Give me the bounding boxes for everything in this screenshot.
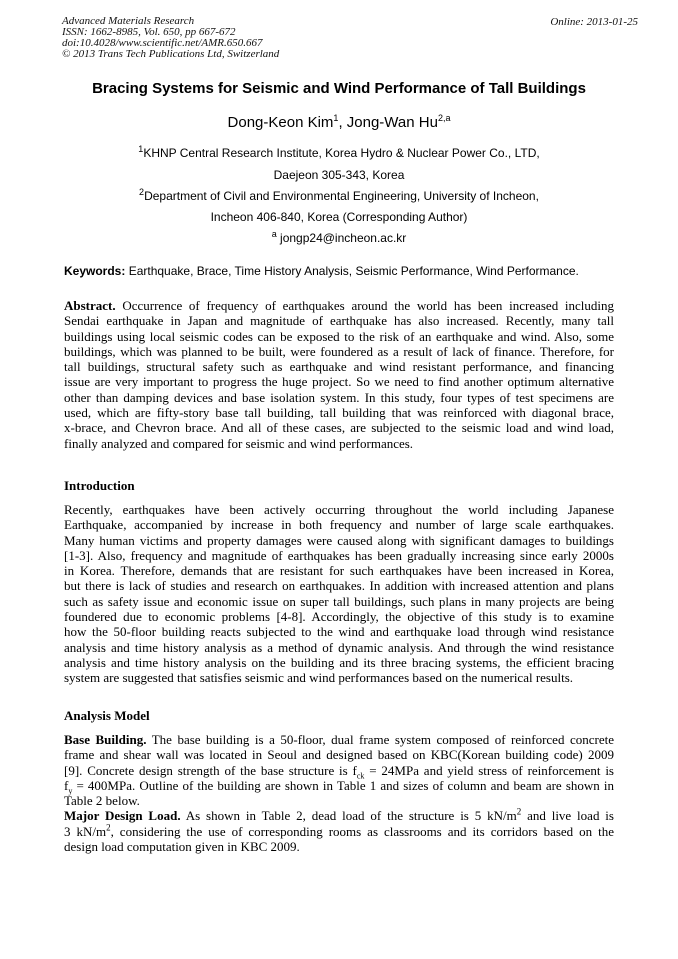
affiliation-text: Department of Civil and Environmental Engineering, University of Incheon, (144, 189, 539, 203)
base-building-label: Base Building. (64, 732, 147, 747)
design-load-text: 3 kN/m (64, 823, 107, 839)
base-building-line: frame and shear wall was located in Seoul and designed based on KBC(Korean building code) 2009 (64, 747, 614, 763)
author-separator: , (338, 114, 347, 131)
base-building-text: [9]. Concrete design strength of the base structure is f (64, 762, 357, 778)
introduction-paragraph (64, 502, 614, 686)
affiliation-2-line-1 (0, 189, 678, 203)
affiliation-2-line-2: Incheon 406-840, Korea (Corresponding Author) (210, 210, 468, 224)
introduction-line: such as safety issue and economic issue on super tall buildings, such plans in many projects are being (64, 593, 614, 609)
design-load-text: , considering the use of corresponding rooms as classrooms and its corridors based on the (110, 823, 614, 839)
author-name: Jong-Wan Hu (346, 114, 438, 131)
introduction-line: but there is lack of studies and research on earthquakes. In addition with increased attention and plans (64, 578, 614, 594)
journal-header (62, 16, 279, 60)
author-name: Dong-Keon Kim (227, 114, 334, 131)
base-building-text: = 24MPa and yield stress of reinforcement is (364, 762, 614, 778)
abstract-line: finally analyzed and compared for seismic and wind performances. (64, 435, 414, 451)
base-building-line: Table 2 below. (64, 793, 140, 809)
affiliation-text: KHNP Central Research Institute, Korea Hydro & Nuclear Power Co., LTD, (143, 146, 540, 160)
abstract-line: x-brace, and Chevron brace. And all of these cases, are subjected to the seismic load and wind load, (64, 420, 614, 436)
introduction-line: Earthquake, accompanied by increase in both frequency and number of large scale earthquakes. (64, 517, 614, 533)
abstract-paragraph (64, 298, 614, 451)
affiliation-1-line-1 (0, 146, 678, 160)
subscript-y: y (68, 786, 73, 796)
author-affiliation-mark: 1 (333, 113, 339, 123)
design-load-text: As shown in Table 2, dead load of the structure is 5 kN/m (180, 808, 517, 824)
abstract-line: used, which are fifty-story base tall building, tall building that was reinforced with diagonal brace, (64, 405, 614, 421)
keywords-label: Keywords: (64, 264, 126, 278)
introduction-line: analysis and time history analysis on the building and its three bracing systems, the efficient bracing (64, 654, 614, 670)
affiliation-mark: 1 (138, 144, 144, 154)
abstract-line: buildings, which was planned to be built, were foundered as a result of lack of finance. Therefore, for (64, 343, 614, 359)
issn-info: ISSN: 1662-8985, Vol. 650, pp 667-672 (62, 26, 236, 38)
superscript-2: 2 (106, 822, 111, 833)
superscript-2: 2 (516, 807, 522, 818)
abstract-line (64, 298, 614, 313)
abstract-line: buildings using local seismic codes can be exposed to the risk of an earthquake and wind. Also, some (64, 328, 614, 344)
affiliation-1-line-2: Daejeon 305-343, Korea (273, 168, 405, 182)
paper-title: Bracing Systems for Seismic and Wind Performance of Tall Buildings (92, 80, 586, 97)
base-building-line (64, 732, 614, 747)
author-affiliation-mark: 2,a (437, 113, 451, 123)
introduction-line: how the 50-floor building reacts subjected to the wind and earthquake load through wind resistance (64, 624, 614, 640)
abstract-line: tall buildings, structural safety such as earthquake and wind resistant performance, and financing (64, 359, 614, 375)
abstract-line: issue are very important to progress the huge project. So we need to find another optimum alternative (64, 374, 614, 390)
abstract-line: other than damping devices and base isolation system. In this study, four types of test specimens are (64, 389, 614, 405)
base-building-text: f (64, 777, 69, 793)
section-heading-analysis-model: Analysis Model (64, 708, 150, 723)
introduction-line: Recently, earthquakes have been actively occurring throughout the world including Japanese (64, 502, 614, 517)
base-building-text: = 400MPa. Outline of the building are shown in Table 1 and sizes of column and beam are shown in (72, 777, 614, 793)
abstract-line: Sendai earthquake in Japan and magnitude of earthquake has also increased. Recently, many tall (64, 313, 614, 329)
introduction-line: foundered due to economic problems [4-8]. Accordingly, the objective of this study is to examine (64, 609, 614, 625)
analysis-model-paragraph (64, 732, 614, 854)
online-date: Online: 2013-01-25 (550, 16, 638, 28)
email-link[interactable]: jongp24@incheon.ac.kr (276, 231, 407, 245)
doi-link[interactable]: doi:10.4028/www.scientific.net/AMR.650.667 (62, 37, 263, 49)
abstract-label: Abstract. (64, 298, 116, 313)
introduction-line: Many human victims and property damages were caused along with significant damages to buildings (64, 532, 614, 548)
design-load-line (64, 808, 614, 823)
introduction-line: system are suggested that satisfies seismic and wind performances based on the numerical results. (64, 670, 574, 686)
author-list (0, 114, 678, 131)
keywords (64, 264, 579, 278)
abstract-text: Occurrence of frequency of earthquakes around the world has been increased including (115, 298, 614, 313)
keywords-text: Earthquake, Brace, Time History Analysis, Seismic Performance, Wind Performance. (125, 264, 579, 278)
design-load-line: design load computation given in KBC 2009. (64, 839, 300, 855)
introduction-line: analysis and time history analysis as a method of dynamic analysis. And through the wind resistance (64, 639, 614, 655)
affiliation-mark: 2 (139, 187, 145, 197)
journal-name: Advanced Materials Research (62, 15, 195, 27)
subscript-ck: ck (356, 771, 365, 781)
base-building-text: The base building is a 50-floor, dual frame system composed of reinforced concrete (146, 732, 614, 747)
introduction-line: [1-3]. Also, frequency and magnitude of earthquakes has been gradually increasing since early 2000s (64, 547, 614, 563)
base-building-line (64, 762, 614, 781)
copyright-notice: © 2013 Trans Tech Publications Ltd, Switzerland (62, 48, 280, 60)
base-building-line (64, 777, 614, 796)
design-load-text: and live load is (521, 808, 614, 824)
introduction-line: in Korea. Therefore, demands that are resistant for such earthquakes have been increased in Korea, (64, 563, 614, 579)
corresponding-email (0, 231, 678, 245)
design-load-line (64, 824, 614, 839)
section-heading-introduction: Introduction (64, 478, 135, 493)
design-load-label: Major Design Load. (64, 808, 181, 824)
email-mark: a (271, 229, 277, 239)
